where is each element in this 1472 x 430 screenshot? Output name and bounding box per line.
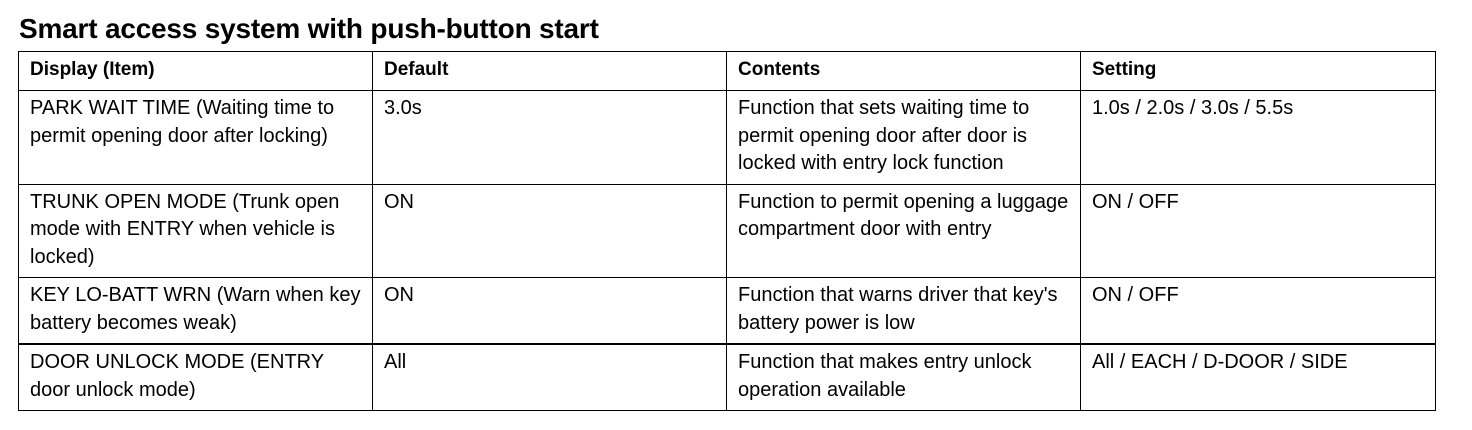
setting-cell: All / EACH / D-DOOR / SIDE bbox=[1081, 344, 1436, 411]
table-row bbox=[19, 184, 1436, 278]
settings-table bbox=[18, 51, 1436, 411]
contents-cell: Function to permit opening a luggage compartment door with entry bbox=[727, 184, 1081, 278]
table-row bbox=[19, 91, 1436, 185]
table-row bbox=[19, 278, 1436, 345]
contents-cell: Function that warns driver that key's battery power is low bbox=[727, 278, 1081, 345]
page-title: Smart access system with push-button start bbox=[19, 13, 599, 44]
column-header-default: Default bbox=[373, 52, 727, 91]
item-cell: DOOR UNLOCK MODE (ENTRY door unlock mode) bbox=[19, 344, 373, 411]
item-cell: KEY LO-BATT WRN (Warn when key battery becomes weak) bbox=[19, 278, 373, 345]
item-cell: TRUNK OPEN MODE (Trunk open mode with ENTRY when vehicle is locked) bbox=[19, 184, 373, 278]
setting-cell: ON / OFF bbox=[1081, 184, 1436, 278]
contents-cell: Function that sets waiting time to permit opening door after door is locked with entry lock function bbox=[727, 91, 1081, 185]
table-header-row bbox=[19, 52, 1436, 91]
item-cell: PARK WAIT TIME (Waiting time to permit opening door after locking) bbox=[19, 91, 373, 185]
default-cell: All bbox=[373, 344, 727, 411]
default-cell: ON bbox=[373, 184, 727, 278]
default-cell: ON bbox=[373, 278, 727, 345]
column-header-display-item: Display (Item) bbox=[19, 52, 373, 91]
setting-cell: ON / OFF bbox=[1081, 278, 1436, 345]
contents-cell: Function that makes entry unlock operation available bbox=[727, 344, 1081, 411]
default-cell: 3.0s bbox=[373, 91, 727, 185]
setting-cell: 1.0s / 2.0s / 3.0s / 5.5s bbox=[1081, 91, 1436, 185]
table-row bbox=[19, 344, 1436, 411]
column-header-contents: Contents bbox=[727, 52, 1081, 91]
column-header-setting: Setting bbox=[1081, 52, 1436, 91]
